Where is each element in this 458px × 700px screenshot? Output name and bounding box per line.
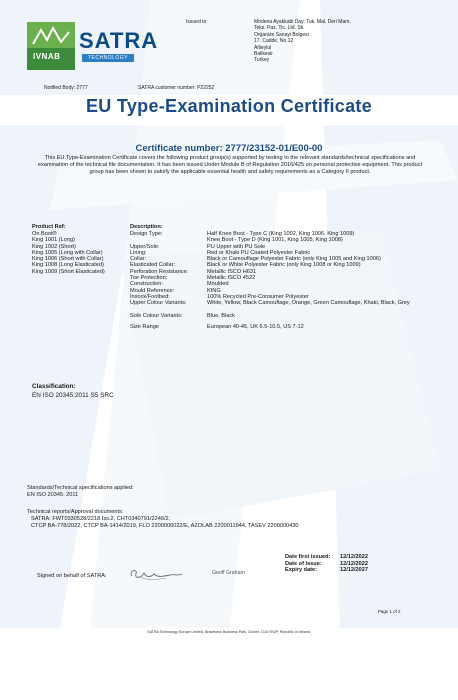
description-heading: Description: [130, 224, 163, 230]
row-label: Collar: [130, 256, 147, 263]
signer-name: Geoff Graham [212, 570, 245, 576]
row-label: Sole Colour Variants: [130, 312, 183, 319]
product-ref-heading: Product Ref: [32, 224, 66, 230]
satra-logo [27, 22, 157, 70]
certificate-title: EU Type-Examination Certificate [85, 96, 373, 116]
row-label: Design Type: [130, 231, 163, 237]
standards-value: EN ISO 20345: 2011 [27, 492, 79, 498]
list-item: King 1006 (Short with Collar) [32, 256, 104, 263]
page-number: Page 1 of 2 [378, 609, 401, 614]
row-value: Half Knee Boot - Type C (King 1002, King 1006, King 1009) Knee Boot - Type D (King 1001, King 1005, King 1008) [207, 231, 355, 244]
row-value: Metallic ISCO H631 [207, 268, 257, 275]
address-line: Organize Sanayi Bolgesi [254, 31, 309, 38]
date-label: Expiry date: [285, 567, 318, 573]
row-value: KING [207, 287, 221, 294]
list-item: King 1001 (Long) [32, 237, 75, 244]
address-line: Altieylul [254, 44, 272, 51]
row-label: Perforation Resistance: [130, 268, 189, 275]
row-label: Toe Protection: [130, 275, 168, 282]
row-label: Upper Colour Variants: [130, 300, 187, 307]
classification-heading: Classification: [32, 383, 76, 390]
certificate-number: Certificate number: 2777/23152-01/E00-00 [135, 143, 323, 154]
address-line: Turkey [254, 57, 270, 64]
footer-address: SATRA Technology Europe Limited, Bracetown Business Park, Clonee, D15 YN2P, Republic of Ireland. [147, 630, 311, 634]
row-label: Size Range [130, 324, 159, 331]
row-value: Moulded [207, 281, 229, 288]
list-item: King 1009 (Short Elasticated) [32, 268, 105, 275]
date-label: Date of issue: [285, 560, 322, 567]
issued-to-address [254, 19, 351, 64]
standards-heading: Standards/Technical specifications applied: [27, 485, 134, 491]
product-ref-list [32, 231, 105, 275]
reports-heading: Technical reports/Approval documents: [27, 509, 124, 515]
row-value: Red or Khaki PU Coated Polyester Fabric [207, 249, 311, 256]
ivnab-logo-icon [27, 22, 75, 70]
row-label: Elasticated Collar: [130, 262, 176, 269]
date-label: Date first issued: [285, 554, 331, 560]
list-item: King 1005 (Long with Collar) [32, 249, 103, 256]
row-label: Mould Reference: [130, 287, 175, 294]
row-value: Black or White Polyester Fabric (only King 1008 or King 1009) [207, 262, 361, 269]
logo-satra-text: SATRA [79, 28, 159, 53]
issued-to-label: Issued to: [186, 19, 208, 25]
row-label: Construction: [130, 281, 163, 288]
handwritten-signature [126, 564, 184, 584]
notified-body: Notified Body: 2777 [44, 85, 88, 91]
list-item: SATRA: FWT0330528/2218 Iss.2, CHT0340791/2246/2, [31, 516, 171, 522]
reports-list [31, 516, 299, 529]
row-label: Upper/Sole: [130, 243, 160, 250]
address-line: Modena Ayakkabi Day. Tuk. Mal. Deri Mam. [254, 19, 351, 25]
row-value: European 40-45, UK 6.5-10.5, US 7-12 [207, 324, 304, 331]
row-value: PU Upper with PU Sole [207, 243, 266, 250]
list-item: On Boot® [32, 231, 57, 237]
signed-on-behalf-label: Signed on behalf of SATRA: [37, 573, 107, 579]
row-value: Metallic ISCO 4522 [207, 275, 256, 282]
list-item: CTCP BA-778/2022, CTCP BA-1414/2019, FLO 2200006022/E, AZOLAB 2200011944, TASEV 2200000430 [31, 522, 299, 529]
address-line: 17. Cadde, No.12 [254, 38, 294, 45]
row-value: Black or Camouflage Polyester Fabric (only King 1005 and King 1006) [207, 256, 381, 263]
list-item: King 1008 (Long Elasticated) [32, 262, 104, 269]
address-line: Balikesir [254, 51, 273, 58]
row-label: Lining: [130, 249, 147, 256]
date-value: 12/12/2022 [340, 554, 368, 560]
list-item: King 1002 (Short) [32, 243, 76, 250]
row-value: Blue, Black [207, 312, 235, 319]
logo-ivnab-text: IVNAB [33, 52, 61, 61]
address-line: Teks. Paz. Tic. Ltd. Sti. [254, 25, 305, 32]
intro-paragraph: This EU Type-Examination Certificate covers the following product group(s) supported by testing to the relevant standards/technical specifications and examination of the technical file documentation. It has been issued Under Module B of Regulation 2016/425 on personal protective equipment. This product group has been shown to satisfy the applicable essential health and safety requirements as a Category II product. [37, 155, 423, 176]
customer-number: SATRA customer number: P22252 [138, 85, 215, 91]
row-value: White, Yellow, Black Camouflage, Orange, Green Camouflage, Khaki, Black, Grey [207, 300, 410, 307]
date-value: 12/12/2022 [340, 560, 368, 567]
classification-value: EN ISO 20345:2011 S5 SRC [32, 392, 114, 399]
date-value: 12/12/2027 [340, 567, 368, 573]
row-label: Insock/Footbed: [130, 293, 170, 300]
row-value: 100% Recycled Pre-Consumer Polyester [207, 293, 309, 300]
logo-tagline: TECHNOLOGY [82, 54, 134, 62]
